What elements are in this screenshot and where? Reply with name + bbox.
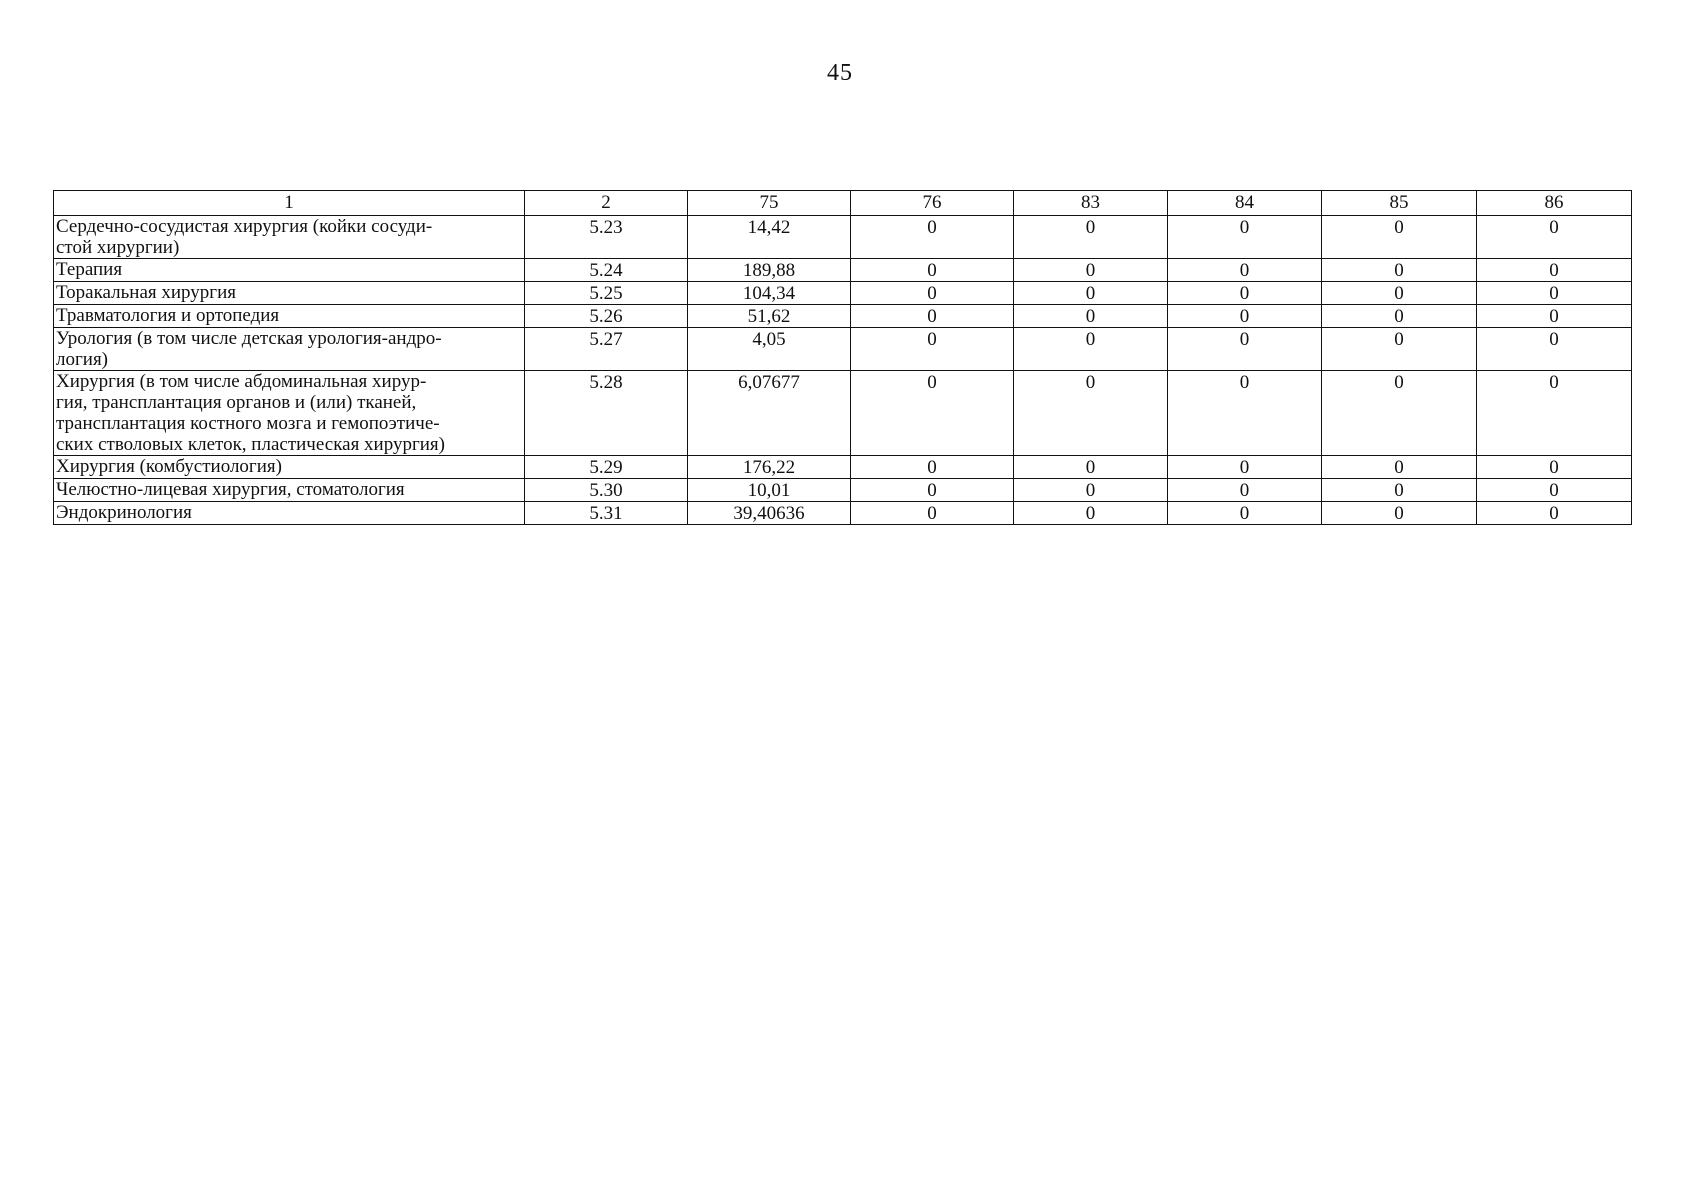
- value-cell-col84: 0: [1168, 502, 1322, 525]
- row-name-line: Челюстно-лицевая хирургия, стоматология: [56, 479, 405, 500]
- header-cell-col75: 75: [688, 191, 851, 216]
- table-row: [54, 479, 1632, 502]
- value-cell-col83: 0: [1014, 216, 1168, 259]
- value-cell-col75: 39,40636: [688, 502, 851, 525]
- value-cell-col83: 0: [1014, 502, 1168, 525]
- row-name-line: стой хирургии): [56, 237, 180, 258]
- value-cell-col86: 0: [1477, 479, 1632, 502]
- value-cell-col75: 6,07677: [688, 371, 851, 456]
- value-cell-col84: 0: [1168, 282, 1322, 305]
- row-name-line: Хирургия (комбустиология): [56, 456, 282, 477]
- header-cell-col83: 83: [1014, 191, 1168, 216]
- row-name-line: Терапия: [56, 259, 123, 280]
- value-cell-col83: 0: [1014, 259, 1168, 282]
- value-cell-col75: 104,34: [688, 282, 851, 305]
- value-cell-col75: 189,88: [688, 259, 851, 282]
- table-row: [54, 371, 1632, 456]
- row-name-line: трансплантация костного мозга и гемопоэтиче-: [56, 413, 440, 434]
- table-row: [54, 502, 1632, 525]
- table-header-row: [54, 191, 1632, 216]
- page-number: 45: [827, 60, 853, 86]
- row-name-line: Хирургия (в том числе абдоминальная хирур-: [56, 371, 427, 392]
- value-cell-col76: 0: [851, 456, 1014, 479]
- value-cell-col76: 0: [851, 259, 1014, 282]
- value-cell-col85: 0: [1322, 371, 1477, 456]
- value-cell-col75: 51,62: [688, 305, 851, 328]
- table-row: [54, 328, 1632, 371]
- row-name-line: Торакальная хирургия: [56, 282, 237, 303]
- row-name-line: Урология (в том числе детская урология-андро-: [56, 328, 442, 349]
- value-cell-col85: 0: [1322, 259, 1477, 282]
- value-cell-col85: 0: [1322, 502, 1477, 525]
- value-cell-col84: 0: [1168, 328, 1322, 371]
- value-cell-col75: 176,22: [688, 456, 851, 479]
- row-name-cell: [54, 216, 525, 259]
- value-cell-col84: 0: [1168, 259, 1322, 282]
- value-cell-col85: 0: [1322, 216, 1477, 259]
- value-cell-col83: 0: [1014, 371, 1168, 456]
- value-cell-col75: 14,42: [688, 216, 851, 259]
- header-cell-col1: 1: [54, 191, 525, 216]
- table-row: [54, 456, 1632, 479]
- value-cell-col76: 0: [851, 371, 1014, 456]
- code-cell: 5.31: [525, 502, 688, 525]
- value-cell-col86: 0: [1477, 371, 1632, 456]
- value-cell-col75: 10,01: [688, 479, 851, 502]
- header-cell-col84: 84: [1168, 191, 1322, 216]
- row-name-line: гия, трансплантация органов и (или) тканей,: [56, 392, 417, 413]
- row-name-cell: [54, 259, 525, 282]
- table-row: [54, 259, 1632, 282]
- table-row: [54, 282, 1632, 305]
- value-cell-col84: 0: [1168, 305, 1322, 328]
- value-cell-col86: 0: [1477, 456, 1632, 479]
- data-table: [53, 190, 1632, 525]
- code-cell: 5.29: [525, 456, 688, 479]
- row-name-cell: [54, 328, 525, 371]
- value-cell-col85: 0: [1322, 282, 1477, 305]
- table-body: [54, 216, 1632, 525]
- value-cell-col84: 0: [1168, 371, 1322, 456]
- value-cell-col84: 0: [1168, 216, 1322, 259]
- code-cell: 5.30: [525, 479, 688, 502]
- value-cell-col76: 0: [851, 305, 1014, 328]
- code-cell: 5.28: [525, 371, 688, 456]
- value-cell-col85: 0: [1322, 479, 1477, 502]
- value-cell-col84: 0: [1168, 456, 1322, 479]
- row-name-line: Сердечно-сосудистая хирургия (койки сосуди-: [56, 216, 433, 237]
- header-cell-col76: 76: [851, 191, 1014, 216]
- row-name-cell: [54, 456, 525, 479]
- row-name-line: логия): [56, 349, 109, 370]
- value-cell-col76: 0: [851, 282, 1014, 305]
- value-cell-col83: 0: [1014, 282, 1168, 305]
- value-cell-col86: 0: [1477, 259, 1632, 282]
- header-cell-col86: 86: [1477, 191, 1632, 216]
- value-cell-col83: 0: [1014, 479, 1168, 502]
- value-cell-col83: 0: [1014, 456, 1168, 479]
- value-cell-col86: 0: [1477, 282, 1632, 305]
- row-name-line: Эндокринология: [56, 502, 192, 523]
- value-cell-col86: 0: [1477, 216, 1632, 259]
- header-cell-col2: 2: [525, 191, 688, 216]
- header-cell-col85: 85: [1322, 191, 1477, 216]
- value-cell-col85: 0: [1322, 328, 1477, 371]
- code-cell: 5.24: [525, 259, 688, 282]
- code-cell: 5.25: [525, 282, 688, 305]
- code-cell: 5.26: [525, 305, 688, 328]
- value-cell-col86: 0: [1477, 502, 1632, 525]
- value-cell-col83: 0: [1014, 328, 1168, 371]
- value-cell-col76: 0: [851, 502, 1014, 525]
- row-name-line: ских стволовых клеток, пластическая хирургия): [56, 434, 445, 455]
- value-cell-col86: 0: [1477, 328, 1632, 371]
- table-row: [54, 216, 1632, 259]
- code-cell: 5.27: [525, 328, 688, 371]
- value-cell-col85: 0: [1322, 456, 1477, 479]
- value-cell-col76: 0: [851, 328, 1014, 371]
- value-cell-col76: 0: [851, 479, 1014, 502]
- table-row: [54, 305, 1632, 328]
- row-name-cell: [54, 305, 525, 328]
- value-cell-col86: 0: [1477, 305, 1632, 328]
- value-cell-col83: 0: [1014, 305, 1168, 328]
- row-name-cell: [54, 479, 525, 502]
- row-name-line: Травматология и ортопедия: [56, 305, 280, 326]
- row-name-cell: [54, 282, 525, 305]
- value-cell-col75: 4,05: [688, 328, 851, 371]
- value-cell-col76: 0: [851, 216, 1014, 259]
- value-cell-col84: 0: [1168, 479, 1322, 502]
- value-cell-col85: 0: [1322, 305, 1477, 328]
- row-name-cell: [54, 371, 525, 456]
- code-cell: 5.23: [525, 216, 688, 259]
- row-name-cell: [54, 502, 525, 525]
